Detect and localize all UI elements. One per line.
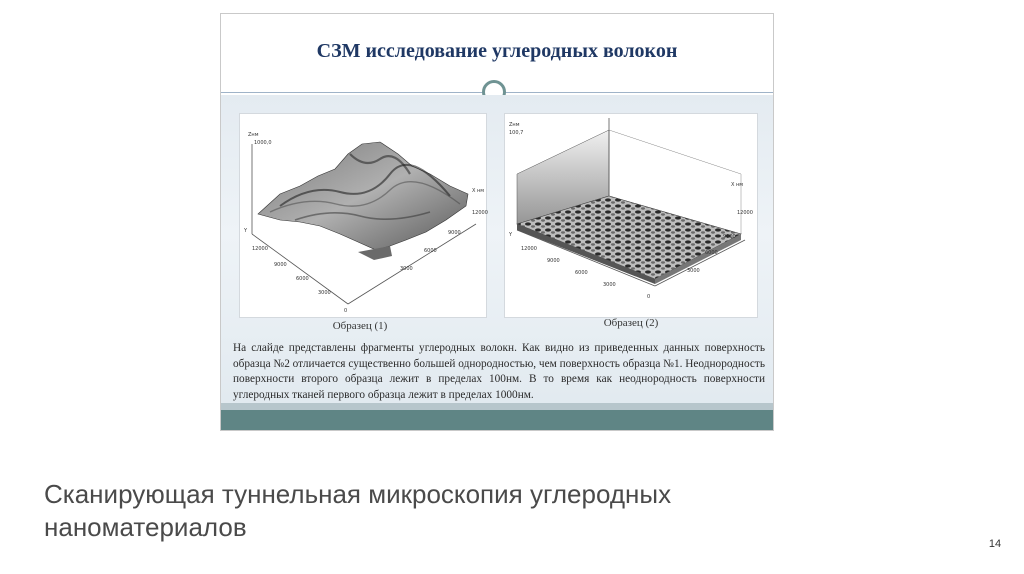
surface-plot-2-graphic: [505, 114, 757, 317]
slide-image: [220, 13, 774, 431]
page-number: 14: [988, 538, 1002, 550]
y-axis-line: [252, 234, 348, 304]
surface-plot-sample-1: [239, 113, 487, 318]
slide-footer-accent: [221, 410, 773, 430]
y-tick-label: 3000: [318, 290, 331, 296]
y-tick-label: 12000: [252, 246, 268, 252]
y-tick-label: 0: [647, 294, 651, 300]
y-tick-label: 0: [344, 308, 348, 314]
y-tick-label: 6000: [296, 276, 309, 282]
x-tick-label: 12000: [472, 210, 488, 216]
x-tick-label: 9000: [448, 230, 461, 236]
surface-plot-sample-2: [504, 113, 758, 318]
x-axis-label: X нм: [731, 182, 744, 188]
x-tick-label: 9000: [723, 234, 736, 240]
slide-body: [221, 95, 773, 403]
slide-title: СЗМ исследование углеродных волокон: [316, 40, 678, 62]
z-max-label: 1000,0: [254, 140, 272, 146]
slide-body-text: На слайде представлены фрагменты углеродных волокн. Как видно из приведенных данных поверхность образца №2 отличается существенно большей однородностью, чем поверхность образца №1. Неоднородность поверхности второго образца лежит в пределах 100нм. В то время как неоднородность поверхности углеродных тканей первого образца лежит в пределах 1000нм.: [233, 342, 765, 401]
caption-sample-2: Образец (2): [603, 317, 659, 329]
page-caption: Сканирующая туннельная микроскопия углеродных наноматериалов: [44, 479, 672, 542]
z-axis-label: Zнм: [248, 132, 259, 138]
y-tick-label: 3000: [603, 282, 616, 288]
y-tick-label: 6000: [575, 270, 588, 276]
x-tick-label: 12000: [737, 210, 753, 216]
x-tick-label: 3000: [687, 268, 700, 274]
y-tick-label: 9000: [547, 258, 560, 264]
z-max-label: 100,7: [509, 130, 524, 136]
x-tick-label: 6000: [705, 250, 718, 256]
z-axis-label: Zнм: [509, 122, 520, 128]
x-axis-label: X нм: [472, 188, 485, 194]
y-axis-label: Y: [244, 228, 248, 234]
x-tick-label: 3000: [400, 266, 413, 272]
surface-mesh: [258, 142, 468, 250]
slide-footer-bar: [221, 403, 773, 430]
y-axis-label: Y: [509, 232, 513, 238]
x-tick-label: 6000: [424, 248, 437, 254]
y-tick-label: 12000: [521, 246, 537, 252]
y-tick-label: 9000: [274, 262, 287, 268]
surface-plot-1-graphic: [240, 114, 486, 317]
caption-sample-1: Образец (1): [332, 320, 388, 332]
slide-header: [221, 14, 773, 94]
